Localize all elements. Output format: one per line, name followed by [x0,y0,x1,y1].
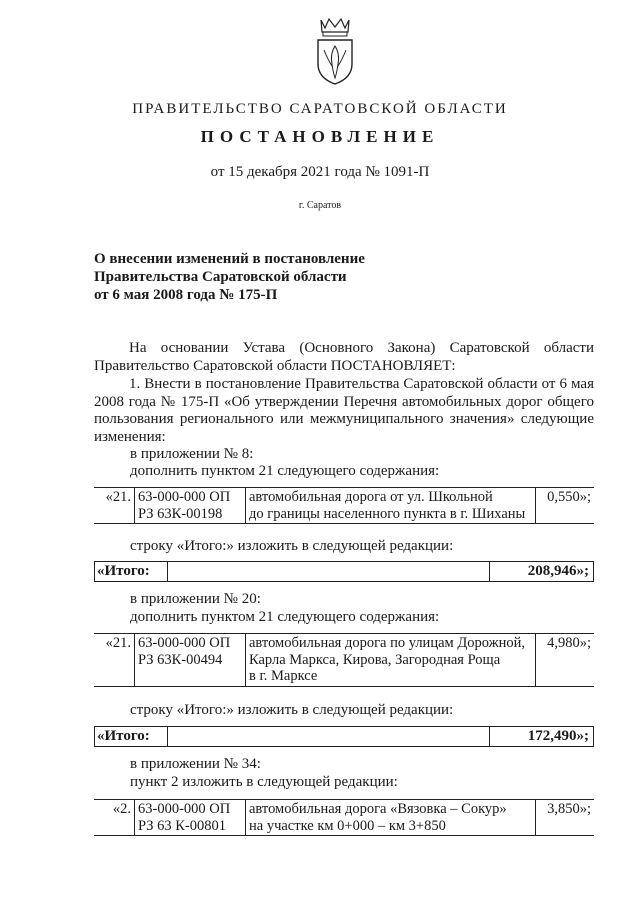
table-divider [167,562,168,581]
road-id-line: 63-000-000 ОП [138,635,231,651]
table-divider [167,727,168,746]
annex8-total-row [94,561,594,582]
annex20-total-row [94,726,594,747]
document-date-number: от 15 декабря 2021 года № 1091-П [210,164,430,180]
annex20-action: дополнить пунктом 21 следующего содержания: [130,609,440,625]
row-number: «2. [94,800,135,836]
road-description-line: до границы населенного пункта в г. Шиханы [249,505,526,522]
road-description-line: автомобильная дорога по улицам Дорожной, [249,635,526,651]
annex20-total-action: строку «Итого:» изложить в следующей редакции: [130,702,454,718]
annex20-intro: в приложении № 20: [130,591,261,607]
document-city: г. Саратов [298,200,342,211]
total-value: 208,946»; [527,563,589,579]
road-length-cell: 3,850»; [536,800,595,836]
road-id-line: РЗ 63К-00198 [138,505,223,522]
road-description-cell [246,488,536,524]
table-row [94,800,594,836]
item1-paragraph: 1. Внести в постановление Правительства Саратовской области от 6 мая 2008 года № 175-П «Об утверждении Перечня автомобильных дорог общего пользования регионального или межмуниципального значения» следующие изменения: [94,376,594,445]
total-label: «Итого: [97,728,150,744]
road-description-cell [246,634,536,687]
document-subject [94,250,474,304]
road-length-cell: 4,980»; [536,634,595,687]
road-id-line: 63-000-000 ОП [138,801,231,817]
annex34-intro: в приложении № 34: [130,756,261,772]
total-label: «Итого: [97,563,150,579]
road-description-line: в г. Марксе [249,668,318,684]
road-id-cell [135,634,246,687]
preamble-paragraph: На основании Устава (Основного Закона) Саратовской области Правительство Саратовской области ПОСТАНОВЛЯЕТ: [94,340,594,374]
road-id-line: РЗ 63 К-00801 [138,817,227,834]
subject-line: Правительства Саратовской области [94,269,347,285]
government-name: ПРАВИТЕЛЬСТВО САРАТОВСКОЙ ОБЛАСТИ [132,101,508,117]
table-divider [489,562,490,581]
road-description-line: автомобильная дорога от ул. Школьной [249,489,493,505]
annex8-table [94,487,594,524]
road-description-line: Карла Маркса, Кирова, Загородная Роща [249,651,501,668]
road-description-cell [246,800,536,836]
road-length-cell: 0,550»; [536,488,595,524]
row-number: «21. [94,488,135,524]
annex8-intro: в приложении № 8: [130,446,254,462]
annex34-action: пункт 2 изложить в следующей редакции: [130,774,398,790]
table-divider [489,727,490,746]
annex20-table [94,633,594,687]
annex8-total-action: строку «Итого:» изложить в следующей редакции: [130,538,454,554]
road-id-cell [135,800,246,836]
subject-line: от 6 мая 2008 года № 175-П [94,287,278,303]
document-type: ПОСТАНОВЛЕНИЕ [200,127,440,146]
total-value: 172,490»; [527,728,589,744]
road-description-line: автомобильная дорога «Вязовка – Сокур» [249,801,507,817]
table-row [94,634,594,687]
road-id-cell [135,488,246,524]
annex34-table [94,799,594,836]
coat-of-arms-icon [308,16,362,86]
annex8-action: дополнить пунктом 21 следующего содержания: [130,463,440,479]
road-id-line: 63-000-000 ОП [138,489,231,505]
road-id-line: РЗ 63К-00494 [138,651,223,668]
table-row [94,488,594,524]
subject-line: О внесении изменений в постановление [94,251,365,267]
row-number: «21. [94,634,135,687]
road-description-line: на участке км 0+000 – км 3+850 [249,817,446,834]
